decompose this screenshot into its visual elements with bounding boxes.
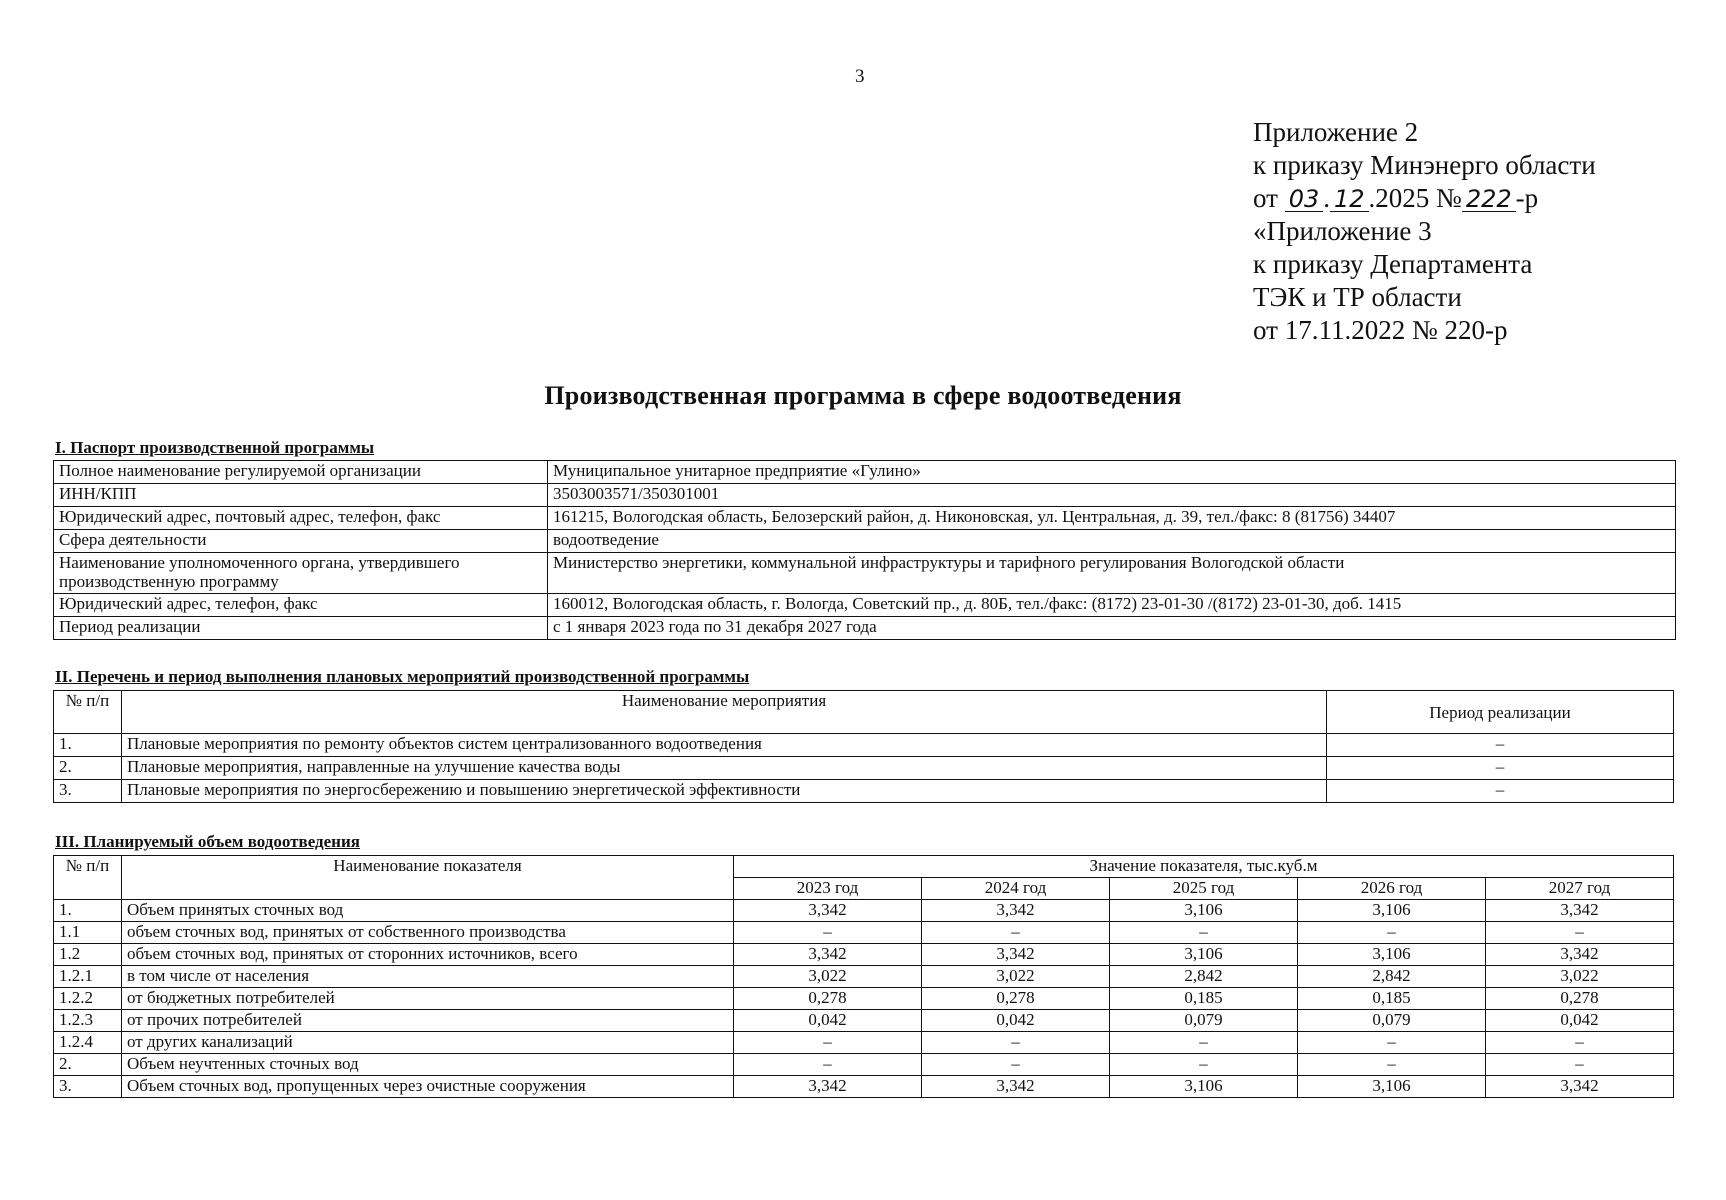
passport-value: Муниципальное унитарное предприятие «Гулино» bbox=[548, 461, 1676, 484]
row-num: 2. bbox=[54, 757, 122, 780]
row-num: 1.2.3 bbox=[54, 1010, 122, 1032]
row-value: 2,842 bbox=[1110, 966, 1298, 988]
passport-label: ИНН/КПП bbox=[54, 484, 548, 507]
handwritten-month: 12 bbox=[1330, 187, 1369, 212]
appendix-line-7: от 17.11.2022 № 220-р bbox=[1253, 315, 1508, 345]
activities-table bbox=[53, 690, 1674, 803]
appendix-line-2: к приказу Минэнерго области bbox=[1253, 150, 1596, 180]
passport-label: Период реализации bbox=[54, 617, 548, 640]
row-value: 3,022 bbox=[922, 966, 1110, 988]
row-value: 3,022 bbox=[1486, 966, 1674, 988]
column-header-year: 2027 год bbox=[1486, 878, 1674, 900]
row-num: 2. bbox=[54, 1054, 122, 1076]
appendix-line-3 bbox=[1253, 182, 1596, 215]
table-header-row bbox=[54, 856, 1674, 878]
row-value: – bbox=[922, 922, 1110, 944]
row-num: 1.2.1 bbox=[54, 966, 122, 988]
row-value: 3,342 bbox=[734, 900, 922, 922]
table-row bbox=[54, 944, 1674, 966]
table-row bbox=[54, 1010, 1674, 1032]
row-name: Объем сточных вод, пропущенных через очистные сооружения bbox=[122, 1076, 734, 1098]
section-1-title: I. Паспорт производственной программы bbox=[55, 438, 375, 457]
row-value: 0,278 bbox=[922, 988, 1110, 1010]
row-value: 0,185 bbox=[1298, 988, 1486, 1010]
passport-value: 3503003571/350301001 bbox=[548, 484, 1676, 507]
row-value: 3,342 bbox=[734, 944, 922, 966]
table-row bbox=[54, 922, 1674, 944]
volume-table bbox=[53, 855, 1674, 1098]
appendix-year: .2025 № bbox=[1368, 183, 1462, 213]
table-row bbox=[54, 461, 1676, 484]
table-row bbox=[54, 900, 1674, 922]
row-value: 3,106 bbox=[1298, 900, 1486, 922]
row-name: от других канализаций bbox=[122, 1032, 734, 1054]
handwritten-day: 03 bbox=[1285, 187, 1324, 212]
row-value: – bbox=[1298, 1032, 1486, 1054]
row-num: 3. bbox=[54, 780, 122, 803]
table-row bbox=[54, 1032, 1674, 1054]
passport-value: 160012, Вологодская область, г. Вологда, Советский пр., д. 80Б, тел./факс: (8172) 23-01-30 /(8172) 23-01-30, доб. 1415 bbox=[548, 594, 1676, 617]
row-value: 0,042 bbox=[922, 1010, 1110, 1032]
row-value: 3,106 bbox=[1298, 944, 1486, 966]
row-value: 0,278 bbox=[1486, 988, 1674, 1010]
row-value: 0,185 bbox=[1110, 988, 1298, 1010]
column-header-year: 2024 год bbox=[922, 878, 1110, 900]
passport-table bbox=[53, 460, 1676, 640]
table-header-row bbox=[54, 691, 1674, 734]
table-row bbox=[54, 734, 1674, 757]
row-value: 3,106 bbox=[1110, 944, 1298, 966]
table-row bbox=[54, 507, 1676, 530]
row-name: Объем принятых сточных вод bbox=[122, 900, 734, 922]
row-name: объем сточных вод, принятых от сторонних источников, всего bbox=[122, 944, 734, 966]
document-title: Производственная программа в сфере водоотведения bbox=[544, 381, 1182, 410]
table-row bbox=[54, 484, 1676, 507]
row-value: – bbox=[1110, 922, 1298, 944]
row-num: 3. bbox=[54, 1076, 122, 1098]
row-value: 0,079 bbox=[1110, 1010, 1298, 1032]
column-header-value-group: Значение показателя, тыс.куб.м bbox=[734, 856, 1674, 878]
row-value: 3,342 bbox=[1486, 944, 1674, 966]
table-row bbox=[54, 780, 1674, 803]
row-value: – bbox=[1486, 1054, 1674, 1076]
passport-label: Сфера деятельности bbox=[54, 530, 548, 553]
row-value: 3,342 bbox=[1486, 1076, 1674, 1098]
passport-label: Полное наименование регулируемой организации bbox=[54, 461, 548, 484]
appendix-block bbox=[1253, 116, 1596, 347]
table-row bbox=[54, 966, 1674, 988]
row-value: 3,342 bbox=[1486, 900, 1674, 922]
row-value: 0,042 bbox=[1486, 1010, 1674, 1032]
row-value: 3,106 bbox=[1110, 1076, 1298, 1098]
table-row bbox=[54, 617, 1676, 640]
passport-label: Наименование уполномоченного органа, утвердившего производственную программу bbox=[54, 553, 548, 594]
table-row bbox=[54, 553, 1676, 594]
table-row bbox=[54, 530, 1676, 553]
row-value: 0,042 bbox=[734, 1010, 922, 1032]
row-value: 3,342 bbox=[922, 900, 1110, 922]
row-period: – bbox=[1327, 757, 1674, 780]
row-value: – bbox=[1486, 1032, 1674, 1054]
row-value: – bbox=[734, 1032, 922, 1054]
column-header-num: № п/п bbox=[54, 856, 122, 900]
section-2-title: II. Перечень и период выполнения плановых мероприятий производственной программы bbox=[55, 667, 750, 686]
row-value: 3,106 bbox=[1298, 1076, 1486, 1098]
column-header-name: Наименование мероприятия bbox=[122, 691, 1327, 734]
passport-label: Юридический адрес, почтовый адрес, телефон, факс bbox=[54, 507, 548, 530]
row-value: 0,278 bbox=[734, 988, 922, 1010]
passport-value: с 1 января 2023 года по 31 декабря 2027 года bbox=[548, 617, 1676, 640]
row-name: объем сточных вод, принятых от собственного производства bbox=[122, 922, 734, 944]
row-name: Объем неучтенных сточных вод bbox=[122, 1054, 734, 1076]
row-value: 3,106 bbox=[1110, 900, 1298, 922]
row-value: – bbox=[734, 1054, 922, 1076]
row-name: от прочих потребителей bbox=[122, 1010, 734, 1032]
row-num: 1. bbox=[54, 734, 122, 757]
row-period: – bbox=[1327, 780, 1674, 803]
volume-table-body bbox=[54, 900, 1674, 1098]
table-row bbox=[54, 594, 1676, 617]
row-name: от бюджетных потребителей bbox=[122, 988, 734, 1010]
row-value: – bbox=[1298, 1054, 1486, 1076]
column-header-year: 2025 год bbox=[1110, 878, 1298, 900]
handwritten-order-number: 222 bbox=[1462, 187, 1516, 212]
page-number: 3 bbox=[855, 66, 865, 87]
column-header-name: Наименование показателя bbox=[122, 856, 734, 900]
appendix-line-1: Приложение 2 bbox=[1253, 117, 1419, 147]
passport-value: водоотведение bbox=[548, 530, 1676, 553]
passport-label: Юридический адрес, телефон, факс bbox=[54, 594, 548, 617]
column-header-year: 2023 год bbox=[734, 878, 922, 900]
row-num: 1.1 bbox=[54, 922, 122, 944]
row-value: 2,842 bbox=[1298, 966, 1486, 988]
table-row bbox=[54, 988, 1674, 1010]
row-name: Плановые мероприятия по ремонту объектов систем централизованного водоотведения bbox=[122, 734, 1327, 757]
passport-value: Министерство энергетики, коммунальной инфраструктуры и тарифного регулирования Вологодской области bbox=[548, 553, 1676, 594]
row-num: 1. bbox=[54, 900, 122, 922]
column-header-period: Период реализации bbox=[1327, 691, 1674, 734]
row-name: в том числе от населения bbox=[122, 966, 734, 988]
row-value: 3,342 bbox=[922, 1076, 1110, 1098]
appendix-line-4: «Приложение 3 bbox=[1253, 216, 1432, 246]
row-num: 1.2.2 bbox=[54, 988, 122, 1010]
row-value: – bbox=[922, 1054, 1110, 1076]
appendix-date-separator: . bbox=[1323, 183, 1330, 213]
row-value: – bbox=[734, 922, 922, 944]
appendix-line-6: ТЭК и ТР области bbox=[1253, 282, 1462, 312]
row-value: – bbox=[1110, 1054, 1298, 1076]
row-value: – bbox=[1486, 922, 1674, 944]
section-3-title: III. Планируемый объем водоотведения bbox=[55, 832, 360, 851]
column-header-num: № п/п bbox=[54, 691, 122, 734]
row-value: – bbox=[922, 1032, 1110, 1054]
row-value: 3,342 bbox=[734, 1076, 922, 1098]
row-name: Плановые мероприятия, направленные на улучшение качества воды bbox=[122, 757, 1327, 780]
row-value: – bbox=[1298, 922, 1486, 944]
row-period: – bbox=[1327, 734, 1674, 757]
row-num: 1.2 bbox=[54, 944, 122, 966]
row-name: Плановые мероприятия по энергосбережению и повышению энергетической эффективности bbox=[122, 780, 1327, 803]
table-row bbox=[54, 757, 1674, 780]
table-row bbox=[54, 1076, 1674, 1098]
row-value: 0,079 bbox=[1298, 1010, 1486, 1032]
passport-value: 161215, Вологодская область, Белозерский район, д. Никоновская, ул. Центральная, д. 39, тел./факс: 8 (81756) 34407 bbox=[548, 507, 1676, 530]
row-value: 3,342 bbox=[922, 944, 1110, 966]
appendix-line-5: к приказу Департамента bbox=[1253, 249, 1533, 279]
table-row bbox=[54, 1054, 1674, 1076]
row-num: 1.2.4 bbox=[54, 1032, 122, 1054]
appendix-date-prefix: от bbox=[1253, 183, 1278, 213]
row-value: – bbox=[1110, 1032, 1298, 1054]
appendix-order-suffix: -р bbox=[1515, 183, 1539, 213]
column-header-year: 2026 год bbox=[1298, 878, 1486, 900]
row-value: 3,022 bbox=[734, 966, 922, 988]
